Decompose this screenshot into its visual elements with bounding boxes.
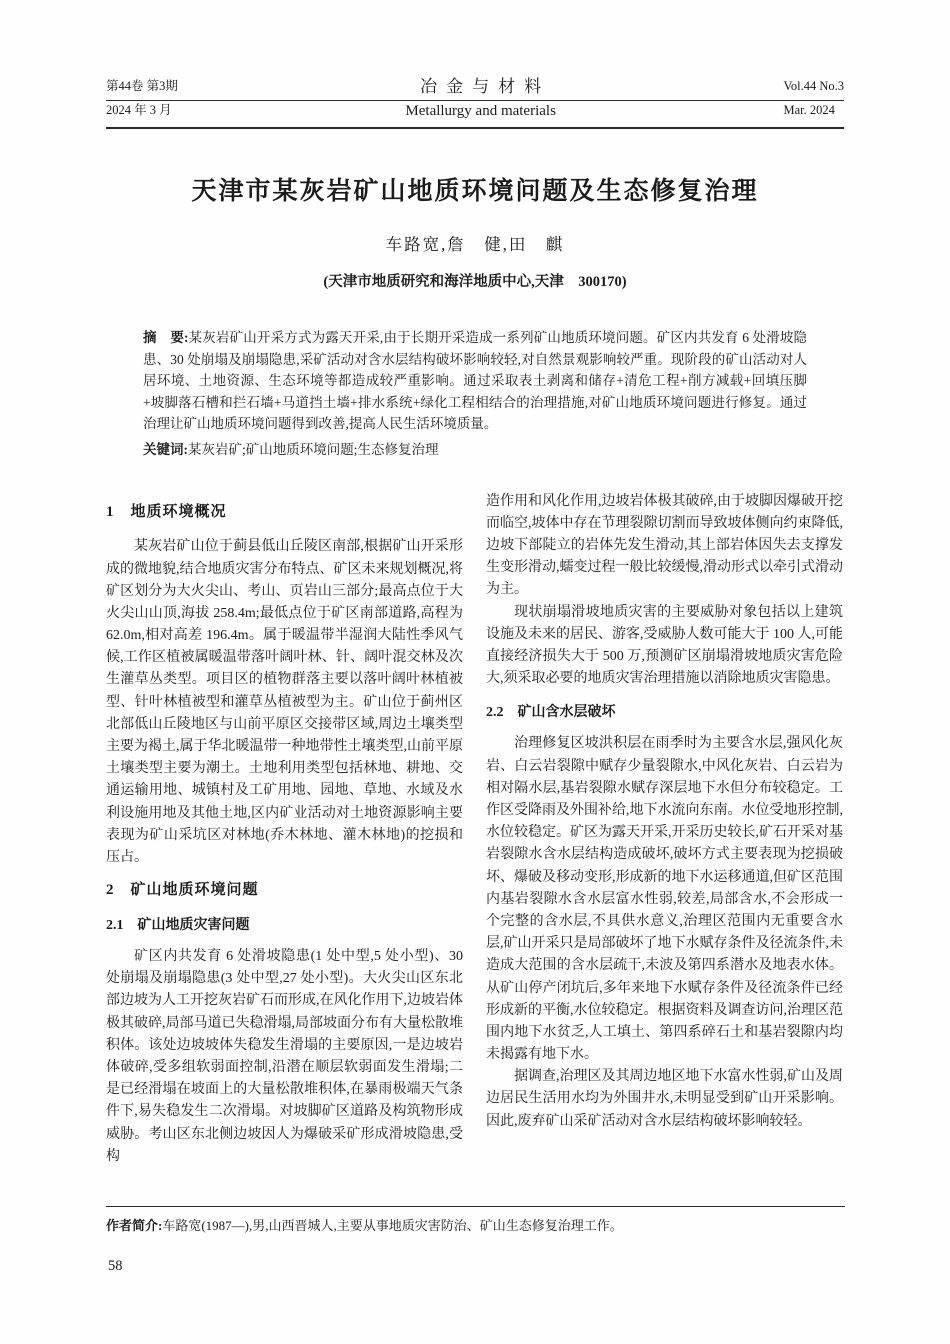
body-paragraph: 据调查,治理区及其周边地区地下水富水性弱,矿山及周边居民生活用水均为外围井水,未明显受到矿山开采影响。因此,废弃矿山采矿活动对含水层结构破坏影响较轻。 bbox=[486, 1069, 843, 1129]
volume-issue-cn: 第44卷 第3期 bbox=[106, 79, 178, 93]
body-columns bbox=[106, 491, 844, 1168]
abstract-label: 摘 要: bbox=[143, 330, 189, 345]
abstract-text: 某灰岩矿山开采方式为露天开采,由于长期开采造成一系列矿山地质环境问题。矿区内共发育 6 处滑坡隐患、30 处崩塌及崩塌隐患,采矿活动对含水层结构破坏影响较轻,对自然景观影响较严重。现阶段的矿山活动对人居环境、土地资源、生态环境等都造成较严重影响。通过采取表土剥离和储存+清危工程+削方减载+回填压脚+坡脚落石槽和拦石墙+马道挡土墙+排水系统+绿化工程相结合的治理措施,对矿山地质环境问题进行修复。通过治理让矿山地质环境问题得到改善,提高人民生活环境质量。 bbox=[143, 330, 807, 432]
body-paragraph: 现状崩塌滑坡地质灾害的主要威胁对象包括以上建筑设施及未来的居民、游客,受威胁人数可能大于 100 人,可能直接经济损失大于 500 万,预测矿区崩塌滑坡地质灾害危险大,须采取必要的地质灾害治理措施以消除地质灾害隐患。 bbox=[486, 604, 843, 687]
header-mid-rule bbox=[106, 100, 844, 101]
section-heading-2-2: 2.2 矿山含水层破坏 bbox=[486, 705, 616, 721]
body-paragraph: 某灰岩矿山位于蓟县低山丘陵区南部,根据矿山开采形成的微地貌,结合地质灾害分布特点、矿区未来规划概况,将矿区划分为大火尖山、考山、页岩山三部分;最高点位于大火尖山山顶,海拔 258.4m;最低点位于矿区南部道路,高程为 62.0m,相对高差 196.4m。属于暖温带半湿润大陆性季风气候,工作区植被属暖温带落叶阔叶林、针、阔叶混交林及次生灌草丛类型。项目区的植物群落主要以落叶阔叶林植被型、针叶林植被型和灌草丛植被型为主。矿山位于蓟州区北部低山丘陵地区与山前平原区交接带区域,周边土壤类型主要为褐土,属于华北暖温带一种地带性土壤类型,山前平原土壤类型主要为潮土。土地利用类型包括林地、耕地、交通运输用地、城镇村及工矿用地、园地、草地、水域及水利设施用地及其他土地,区内矿业活动对土地资源影响主要表现为矿山采坑区对林地(乔木林地、灌木林地)的挖损和压占。 bbox=[106, 539, 463, 865]
keywords-label: 关键词: bbox=[143, 441, 188, 457]
right-column bbox=[486, 491, 843, 1168]
body-paragraph-continued: 造作用和风化作用,边坡岩体极其破碎,由于坡脚因爆破开挖而临空,坡体中存在节理裂隙切割而导致坡体侧向约束降低,边坡下部陡立的岩体先发生滑动,其上部岩体因失去支撑发生变形滑动,蠕变过程一般比较缓慢,滑动形式以牵引式滑动为主。 bbox=[486, 493, 843, 598]
journal-header-left bbox=[106, 74, 178, 123]
journal-header bbox=[106, 74, 844, 129]
left-column bbox=[106, 491, 463, 1168]
section-heading-2: 2 矿山地质环境问题 bbox=[106, 882, 259, 899]
date-en: Mar. 2024 bbox=[783, 103, 835, 117]
affiliation: (天津市地质研究和海洋地质中心,天津 300170) bbox=[323, 274, 627, 290]
journal-header-right bbox=[783, 74, 844, 123]
authors: 车路宽,詹 健,田 麒 bbox=[385, 235, 565, 254]
section-heading-2-1: 2.1 矿山地质灾害问题 bbox=[106, 917, 250, 933]
author-bio-label: 作者简介: bbox=[106, 1218, 163, 1233]
journal-title-cn: 冶金与材料 bbox=[420, 77, 551, 96]
date-cn: 2024 年 3 月 bbox=[106, 103, 172, 117]
keywords bbox=[143, 439, 807, 461]
journal-header-row bbox=[106, 74, 844, 123]
journal-title-en: Metallurgy and materials bbox=[405, 103, 556, 119]
paper-title: 天津市某灰岩矿山地质环境问题及生态修复治理 bbox=[191, 178, 759, 205]
author-bio-footer bbox=[106, 1206, 845, 1236]
section-heading-1: 1 地质环境概况 bbox=[106, 503, 227, 520]
body-paragraph: 治理修复区坡洪积层在雨季时为主要含水层,强风化灰岩、白云岩裂隙中赋存少量裂隙水,中风化灰岩、白云岩为相对隔水层,基岩裂隙水赋存深层地下水但分布较稳定。工作区受降雨及外围补给,地下水流向东南。水位受地形控制,水位较稳定。矿区为露天开采,开采历史较长,矿石开采对基岩裂隙水含水层结构造成破坏,破坏方式主要表现为挖损破坏、爆破及移动变形,形成新的地下水运移通道,但矿区范围内基岩裂隙水含水层富水性弱,较差,局部含水,不会形成一个完整的含水层,不具供水意义,治理区范围内无重要含水层,矿山开采只是局部破坏了地下水赋存条件及径流条件,未造成大范围的含水层疏干,未波及第四系潜水及地表水体。从矿山停产闭坑后,多年来地下水赋存条件及径流条件已经形成新的平衡,水位较稳定。根据资料及调查访问,治理区范围内地下水贫乏,人工填土、第四系碎石土和基岩裂隙内均未揭露有地下水。 bbox=[486, 736, 843, 1063]
page-number: 58 bbox=[108, 1258, 123, 1274]
abstract bbox=[143, 327, 807, 435]
keywords-text: 某灰岩矿;矿山地质环境问题;生态修复治理 bbox=[188, 441, 439, 457]
volume-issue-en: Vol.44 No.3 bbox=[783, 79, 844, 93]
journal-header-center bbox=[178, 74, 784, 123]
author-bio-text: 车路宽(1987—),男,山西晋城人,主要从事地质灾害防治、矿山生态修复治理工作。 bbox=[162, 1218, 623, 1233]
body-paragraph: 矿区内共发育 6 处滑坡隐患(1 处中型,5 处小型)、30 处崩塌及崩塌隐患(3 处中型,27 处小型)。大火尖山区东北部边坡为人工开挖灰岩矿石而形成,在风化作用下,边坡岩体极其破碎,局部马道已失稳滑塌,局部坡面分布有大量松散堆积体。该处边坡坡体失稳发生滑塌的主要原因,一是边坡岩体破碎,受多组软弱面控制,沿潜在顺层软弱面发生滑塌;二是已经滑塌在坡面上的大量松散堆积体,在暴雨极端天气条件下,易失稳发生二次滑塌。对坡脚矿区道路及构筑物形成威胁。考山区东北侧边坡因人为爆破采矿形成滑坡隐患,受构 bbox=[106, 949, 463, 1164]
